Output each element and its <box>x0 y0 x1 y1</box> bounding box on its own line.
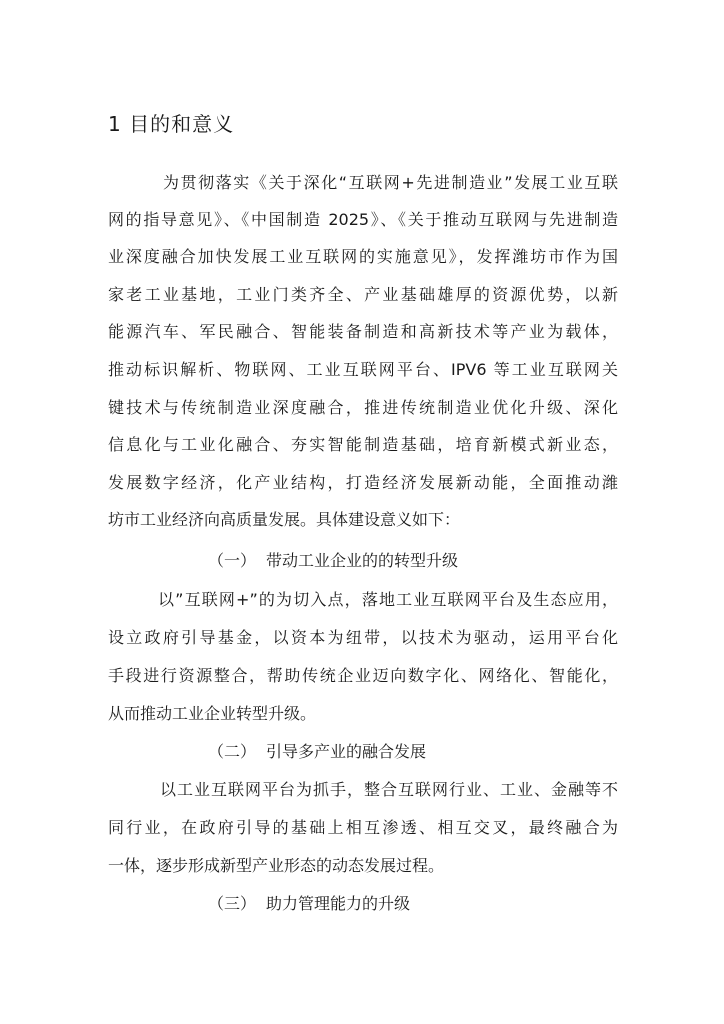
paragraph-line: 家老工业基地，工业门类齐全、产业基础雄厚的资源优势，以新 <box>108 285 618 304</box>
paragraph-line: 设立政府引导基金，以资本为纽带，以技术为驱动，运用平台化 <box>108 628 618 647</box>
subsection-title: 引导多产业的融合发展 <box>266 742 427 761</box>
paragraph-line: 以”互联网+”的为切入点，落地工业互联网平台及生态应用， <box>158 590 618 609</box>
paragraph-line: 网的指导意见》、《中国制造 2025》、《关于推动互联网与先进制造 <box>108 210 618 229</box>
subsection-number: （二） <box>208 742 257 761</box>
paragraph-line: 信息化与工业化融合、夯实智能制造基础，培育新模式新业态， <box>108 435 618 454</box>
paragraph-line: 键技术与传统制造业深度融合，推进传统制造业优化升级、深化 <box>108 398 618 417</box>
subsection-title: 带动工业企业的的转型升级 <box>266 551 459 570</box>
subsection-number: （三） <box>208 894 257 913</box>
paragraph-line: 发展数字经济，化产业结构，打造经济发展新动能，全面推动潍 <box>108 473 618 492</box>
paragraph-line: 推动标识解析、物联网、工业互联网平台、IPV6 等工业互联网关 <box>108 360 618 379</box>
paragraph-line: 为贯彻落实《关于深化“互联网+先进制造业”发展工业互联 <box>163 173 618 192</box>
subsection-title: 助力管理能力的升级 <box>266 894 411 913</box>
subsection-number: （一） <box>208 551 257 570</box>
paragraph-line: 坊市工业经济向高质量发展。具体建设意义如下： <box>108 510 461 529</box>
paragraph-line: 手段进行资源整合，帮助传统企业迈向数字化、网络化、智能化， <box>108 666 618 685</box>
paragraph-line: 业深度融合加快发展工业互联网的实施意见》，发挥潍坊市作为国 <box>108 247 618 266</box>
paragraph-line: 一体，逐步形成新型产业形态的动态发展过程。 <box>108 856 445 875</box>
paragraph-line: 能源汽车、军民融合、智能装备制造和高新技术等产业为载体， <box>108 322 618 341</box>
section-heading: 1 目的和意义 <box>108 112 235 136</box>
paragraph-line: 同行业，在政府引导的基础上相互渗透、相互交叉，最终融合为 <box>108 818 618 837</box>
paragraph-line: 从而推动工业企业转型升级。 <box>108 704 317 723</box>
paragraph-line: 以工业互联网平台为抓手，整合互联网行业、工业、金融等不 <box>160 780 618 799</box>
